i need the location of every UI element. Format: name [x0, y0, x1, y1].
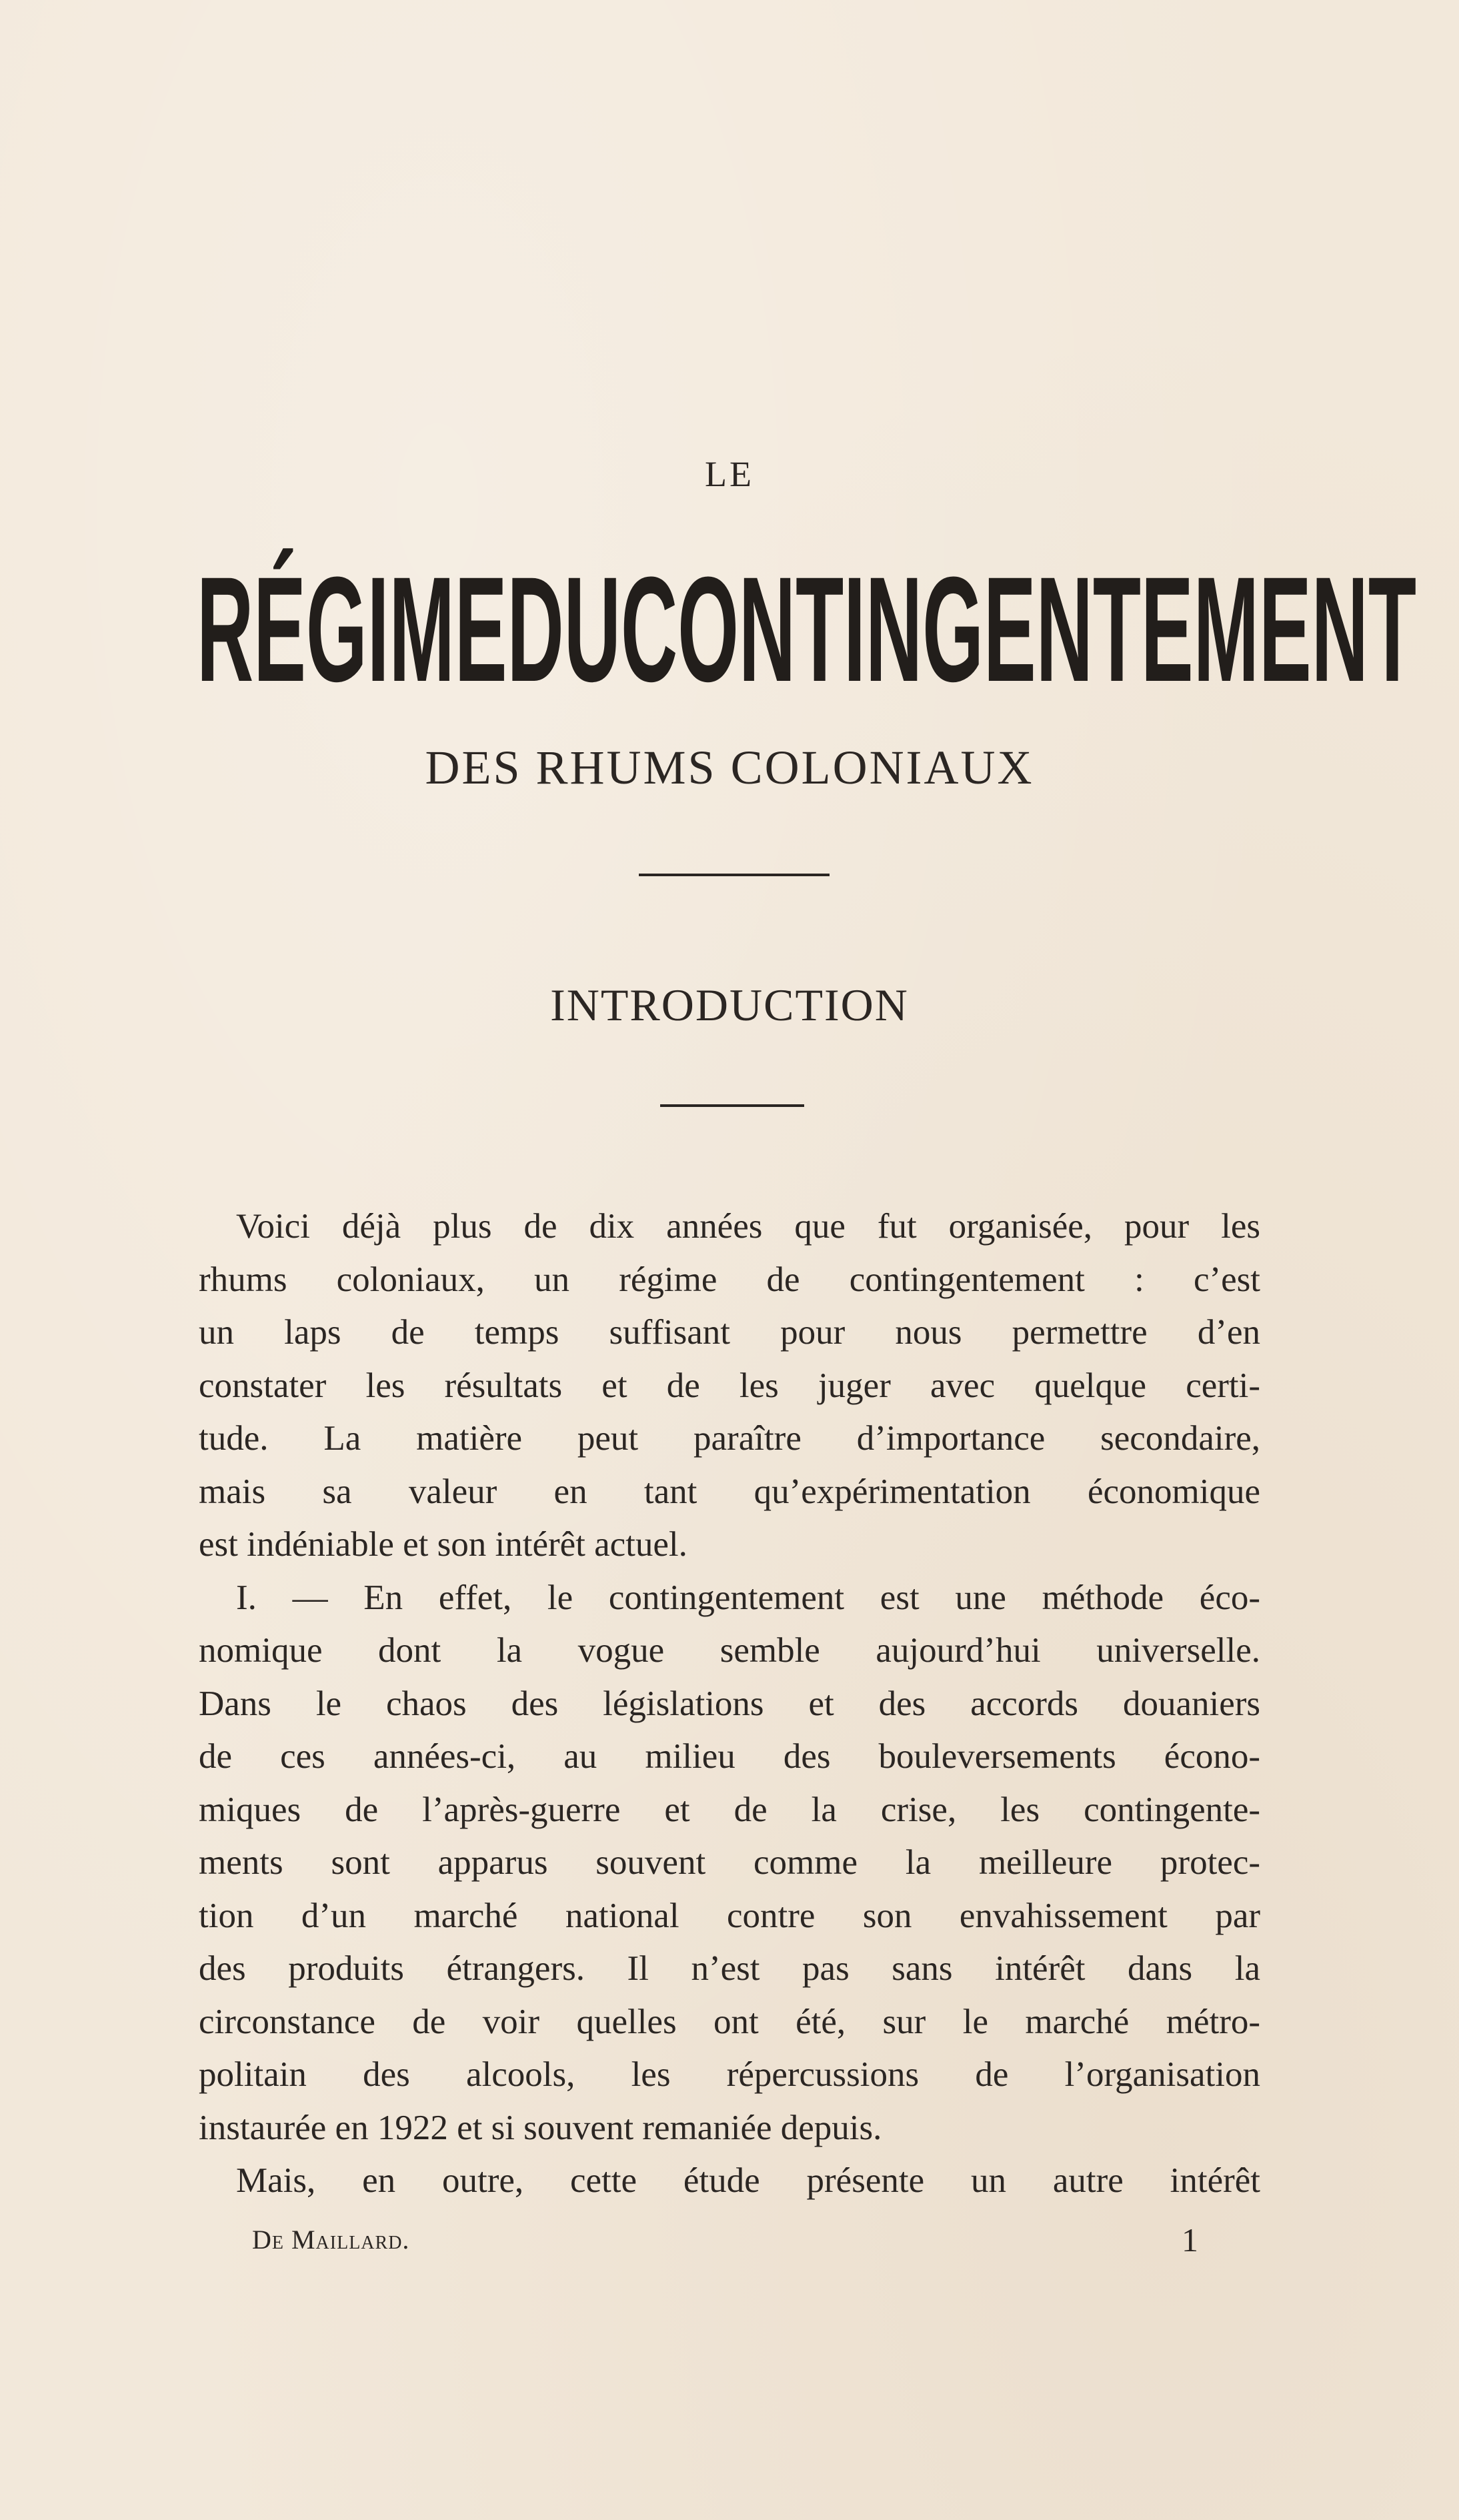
text-line: Mais, en outre, cette étude présente un autre intérêt [236, 2161, 1260, 2200]
text-line: tude. La matière peut paraître d’importance secondaire, [199, 1419, 1260, 1458]
text-line: politain des alcools, les répercussions de l’organisation [199, 2055, 1260, 2094]
text-line: mais sa valeur en tant qu’expérimentation économique [199, 1472, 1260, 1511]
text-line: Dans le chaos des législations et des accords douaniers [199, 1684, 1260, 1723]
page-number: 1 [1182, 2221, 1198, 2259]
text-line: un laps de temps suffisant pour nous permettre d’en [199, 1313, 1260, 1352]
main-title [197, 546, 1417, 714]
text-line: I. — En effet, le contingentement est une méthode éco- [236, 1578, 1260, 1617]
main-title-part-du: DU [507, 546, 621, 714]
pre-title: LE [705, 454, 754, 494]
text-line: constater les résultats et de les juger avec quelque certi- [199, 1366, 1260, 1405]
text-line: tion d’un marché national contre son envahissement par [199, 1896, 1260, 1935]
text-line: miques de l’après-guerre et de la crise, les contingente- [199, 1790, 1260, 1829]
text-line: Voici déjà plus de dix années que fut organisée, pour les [236, 1207, 1260, 1246]
text-line: des produits étrangers. Il n’est pas sans intérêt dans la [199, 1949, 1260, 1988]
subtitle: DES RHUMS COLONIAUX [425, 741, 1034, 794]
main-title-part-regime: RÉGIME [197, 546, 507, 714]
text-line: instaurée en 1922 et si souvent remaniée depuis. [199, 2108, 882, 2147]
text-line: rhums coloniaux, un régime de contingentement : c’est [199, 1260, 1260, 1299]
text-line: de ces années-ci, au milieu des bouleversements écono- [199, 1737, 1260, 1776]
footer-author: De Maillard. [252, 2225, 410, 2255]
text-line: ments sont apparus souvent comme la meilleure protec- [199, 1843, 1260, 1882]
divider-rule [660, 1104, 804, 1107]
text-line: circonstance de voir quelles ont été, sur le marché métro- [199, 2002, 1260, 2041]
text-line: nomique dont la vogue semble aujourd’hui universelle. [199, 1631, 1260, 1670]
section-title: INTRODUCTION [550, 980, 909, 1030]
body-text [199, 1200, 1260, 2208]
divider-rule [639, 874, 830, 876]
main-title-part-contingentement: CONTINGENTEMENT [620, 546, 1417, 714]
text-line: est indéniable et son intérêt actuel. [199, 1525, 687, 1564]
